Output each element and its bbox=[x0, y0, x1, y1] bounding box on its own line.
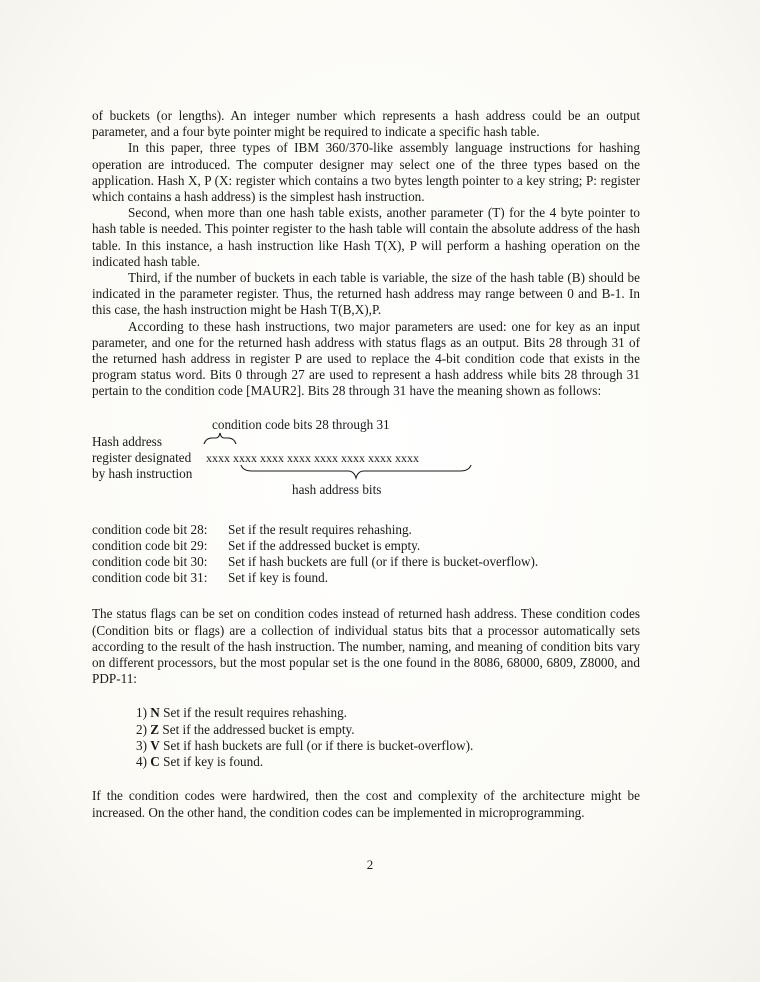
flag-number: 4) bbox=[136, 754, 147, 770]
flag-letter: Z bbox=[150, 721, 160, 737]
condition-code-row bbox=[92, 554, 640, 570]
condition-code-text: Set if key is found. bbox=[228, 570, 328, 586]
body-text bbox=[92, 108, 640, 821]
condition-code-row bbox=[92, 570, 640, 586]
flag-letter: V bbox=[150, 737, 160, 753]
flag-number: 3) bbox=[136, 737, 147, 753]
paragraph-7: If the condition codes were hardwired, then the cost and complexity of the architecture might be increased. On the other hand, the condition codes can be implemented in microprogramming. bbox=[92, 788, 640, 820]
diagram-top-label: condition code bits 28 through 31 bbox=[212, 416, 390, 432]
diagram-left-line1: Hash address bbox=[92, 433, 162, 449]
diagram-left-line2: register designated bbox=[92, 449, 192, 465]
diagram-left-line3: by hash instruction bbox=[92, 465, 193, 481]
condition-code-text: Set if hash buckets are full (or if there is bucket-overflow). bbox=[228, 554, 539, 570]
flag-text: Set if key is found. bbox=[163, 754, 264, 770]
condition-code-text: Set if the result requires rehashing. bbox=[228, 521, 412, 537]
paragraph-1: of buckets (or lengths). An integer number which represents a hash address could be an output parameter, and a four byte pointer might be required to indicate a specific hash table. bbox=[92, 108, 640, 140]
page-number: 2 bbox=[366, 857, 374, 872]
condition-code-brace bbox=[200, 432, 240, 446]
flag-letter: C bbox=[150, 754, 160, 770]
flag-text: Set if hash buckets are full (or if there is bucket-overflow). bbox=[163, 737, 474, 753]
flag-number: 2) bbox=[136, 721, 147, 737]
diagram-bottom-label: hash address bits bbox=[292, 481, 382, 497]
flag-text: Set if the result requires rehashing. bbox=[163, 705, 347, 721]
paragraph-3: Second, when more than one hash table exists, another parameter (T) for the 4 byte pointer to hash table is needed. This pointer register to the hash table will contain the absolute address of the hash table. In this instance, a hash instruction like Hash T(X), P will perform a hashing operation on the indicated hash table. bbox=[92, 205, 640, 269]
condition-code-label: condition code bit 28: bbox=[92, 521, 208, 537]
condition-code-row bbox=[92, 522, 640, 538]
condition-code-bits-list bbox=[92, 522, 640, 587]
register-bits: xxxx xxxx xxxx xxxx xxxx xxxx xxxx xxxx bbox=[206, 450, 419, 465]
condition-code-label: condition code bit 31: bbox=[92, 570, 208, 586]
flag-letter: N bbox=[150, 705, 160, 721]
flag-number: 1) bbox=[136, 705, 147, 721]
paragraph-2: In this paper, three types of IBM 360/370-like assembly language instructions for hashing operation are introduced. The computer designer may select one of the three types based on the application. Hash X, P (X: register which contains a two bytes length pointer to a key string; P: register which contains a hash address) is the simplest hash instruction. bbox=[92, 140, 640, 205]
condition-code-text: Set if the addressed bucket is empty. bbox=[228, 537, 421, 553]
hash-address-brace bbox=[240, 464, 472, 480]
flag-text: Set if the addressed bucket is empty. bbox=[162, 721, 355, 737]
paragraph-6: The status flags can be set on condition codes instead of returned hash address. These condition codes (Condition bits or flags) are a collection of individual status bits that a processor automatically sets according to the result of the hash instruction. The number, naming, and meaning of condition bits vary on different processors, but the most popular set is the one found in the 8086, 68000, 6809, Z8000, and PDP-11: bbox=[92, 606, 640, 687]
flag-list-item bbox=[92, 754, 640, 770]
paragraph-4: Third, if the number of buckets in each table is variable, the size of the hash table (B) should be indicated in the parameter register. Thus, the returned hash address may range between 0 and B-1. In this case, the hash instruction might be Hash T(B,X),P. bbox=[92, 270, 640, 318]
flag-list bbox=[92, 705, 640, 770]
register-diagram bbox=[92, 406, 640, 510]
condition-code-label: condition code bit 29: bbox=[92, 537, 208, 553]
flag-list-item bbox=[92, 738, 640, 754]
condition-code-row bbox=[92, 538, 640, 554]
condition-code-label: condition code bit 30: bbox=[92, 554, 208, 570]
flag-list-item bbox=[92, 722, 640, 738]
flag-list-item bbox=[92, 705, 640, 721]
paragraph-5: According to these hash instructions, two major parameters are used: one for key as an input parameter, and one for the returned hash address with status flags as an output. Bits 28 through 31 of the returned hash address in register P are used to replace the 4-bit condition code that exists in the program status word. Bits 0 through 27 are used to represent a hash address while bits 28 through 31 pertain to the condition code [MAUR2]. Bits 28 through 31 have the meaning shown as follows: bbox=[92, 318, 640, 399]
